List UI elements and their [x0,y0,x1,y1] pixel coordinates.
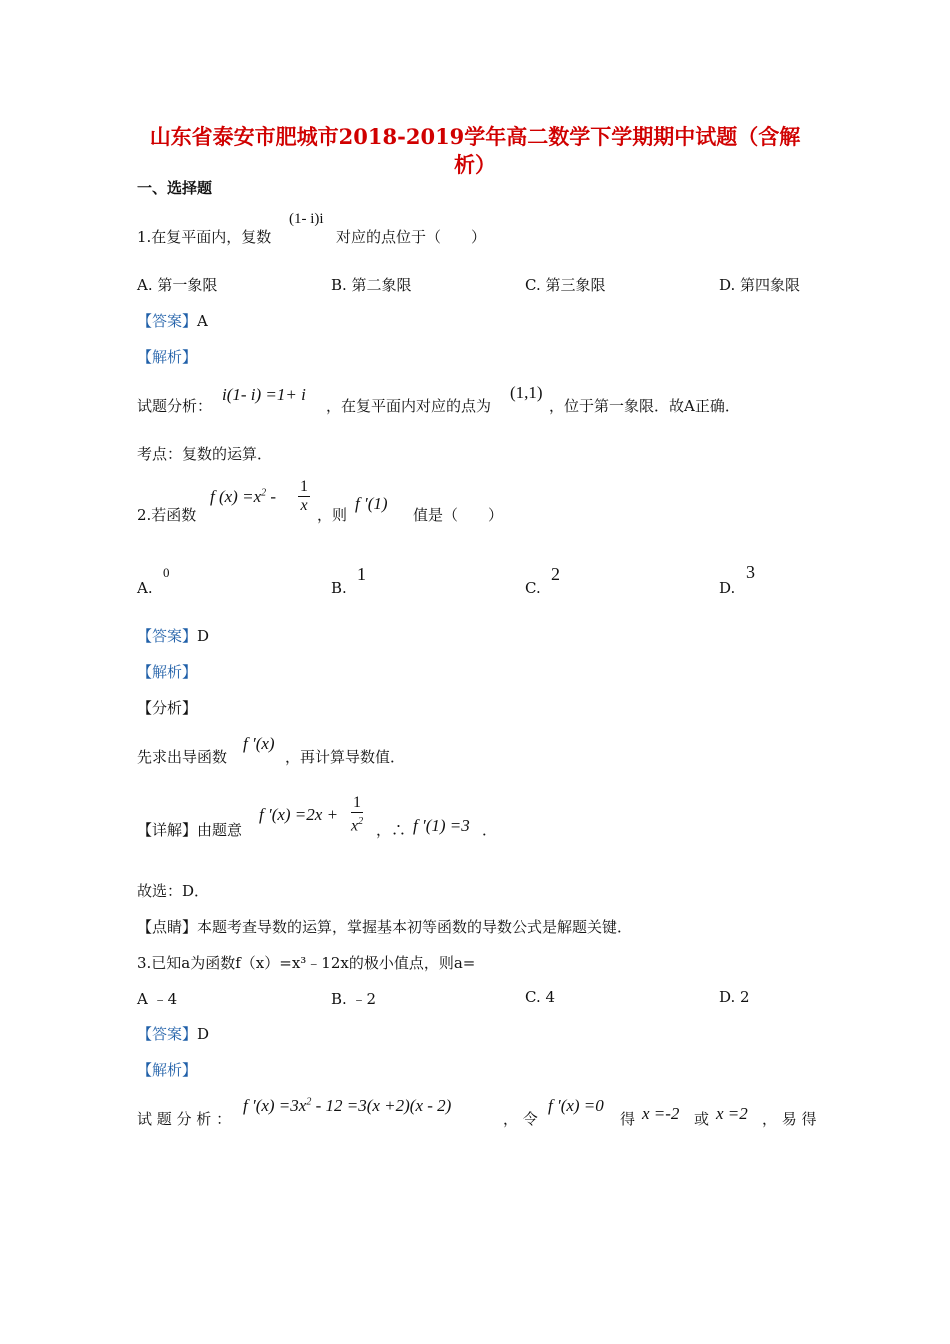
q2-option-b-value: 1 [357,564,366,584]
q3-solution-prefix: 试 题 分 析 ： [137,1110,232,1128]
q2-choose: 故选：D． [137,882,210,900]
q3-option-c: C. 4 [525,988,556,1006]
fraction-denominator: x [351,817,359,835]
q1-option-d: D. 第四象限 [719,276,801,294]
dianjing-tag: 【点睛】 [137,918,198,936]
function-exponent: 2 [261,487,267,499]
q1-stem-b: 对应的点位于（ ） [336,228,487,246]
expression-part-b: - 12 =3(x +2)(x - 2) [311,1096,452,1115]
q3-solution-expression [243,1096,451,1116]
q3-solution-or: 或 [694,1110,710,1128]
q2-option-d-label: D. [719,579,736,597]
q3-solution-x2: x =2 [716,1104,748,1123]
fraction-numerator: 1 [351,794,363,813]
answer-tag: 【答案】 [137,627,198,645]
q1-kaodian: 考点：复数的运算． [137,445,273,463]
expression-part-a: f ′(x) =3x [243,1096,307,1115]
q1-option-c: C. 第三象限 [525,276,606,294]
q2-detail-a [137,819,242,840]
q2-analysis-tag: 【解析】 [137,663,198,681]
q3-solution-end: ， 易 得 [762,1110,817,1128]
page-title-line2: 析） [454,152,496,177]
q2-fraction [298,478,310,515]
q3-answer [137,1023,209,1044]
q2-function-lhs [210,487,276,507]
q2-option-a-value: 0 [163,565,170,580]
q1-option-b: B. 第二象限 [331,276,412,294]
q2-fenxi-expression: f ′(x) [243,734,275,753]
q3-option-d: D. 2 [719,988,750,1006]
q2-option-a-label: A. [137,579,153,597]
answer-tag: 【答案】 [137,1025,198,1043]
q1-stem-a: 1.在复平面内，复数 [137,228,272,246]
minus-sign: - [270,487,277,506]
q2-stem-b: 值是（ ） [413,506,504,524]
q1-expression: (1- i)i [289,211,324,227]
q2-detail-expression: f ′(x) =2x + [259,805,339,824]
answer-tag: 【答案】 [137,312,198,330]
q3-solution-mid: ， 令 [503,1110,538,1128]
q2-stem-mid: ，则 [317,506,348,524]
function-text: f (x) =x [210,487,262,506]
denominator-exponent: 2 [358,816,364,827]
q3-option-a: A ﹣4 [137,990,178,1008]
q2-answer [137,625,209,646]
q2-fenxi-b: ，再计算导数值． [285,748,406,766]
q1-solution-expression: i(1- i) =1+ i [222,385,306,404]
q3-analysis-tag: 【解析】 [137,1061,198,1079]
q2-detail-end: ． [482,821,498,839]
fraction-numerator: 1 [300,478,308,495]
q3-solution-expression2: f ′(x) =0 [548,1096,604,1115]
q2-fprime-1: f ′(1) [355,494,388,513]
q2-detail-result: f ′(1) =3 [413,816,470,835]
section-heading: 一、选择题 [137,179,213,197]
q1-solution-mid: ，在复平面内对应的点为 [326,397,492,415]
detail-text: 由题意 [197,821,243,839]
q1-option-a: A. 第一象限 [137,276,218,294]
fraction-denominator: x [300,497,308,514]
answer-value: D [197,1025,210,1043]
answer-value: A [197,312,208,330]
q2-option-c-label: C. [525,579,541,597]
q2-stem-a: 2.若函数 [137,506,197,524]
dianjing-text: 本题考查导数的运算，掌握基本初等函数的导数公式是解题关键． [197,918,633,936]
q2-detail-mid: ，∴ [376,821,407,839]
q2-detail-fraction [351,794,363,835]
q1-answer [137,310,208,331]
q1-solution-end: ，位于第一象限．故A正确． [549,397,740,415]
q2-option-c-value: 2 [551,564,560,584]
page-title: 山东省泰安市肥城市2018-2019学年高二数学下学期期中试题（含解 [149,124,801,149]
q3-solution-x1: x =-2 [642,1104,680,1123]
q1-analysis-tag: 【解析】 [137,348,198,366]
q2-option-b-label: B. [331,579,347,597]
detail-tag: 【详解】 [137,821,198,839]
q1-solution-point: (1,1) [510,383,543,402]
q1-solution-prefix: 试题分析： [137,397,213,415]
expression-exponent: 2 [306,1096,312,1108]
q2-option-d-value: 3 [746,562,755,582]
q2-fenxi-tag: 【分析】 [137,699,198,717]
q3-solution-de: 得 [620,1110,636,1128]
q2-dianjing [137,916,632,937]
answer-value: D [197,627,210,645]
q3-option-b: B. ﹣2 [331,990,377,1008]
q3-stem: 3.已知a为函数f（x）=x³﹣12x的极小值点，则a= [137,954,476,972]
q2-fenxi-a: 先求出导函数 [137,748,228,766]
